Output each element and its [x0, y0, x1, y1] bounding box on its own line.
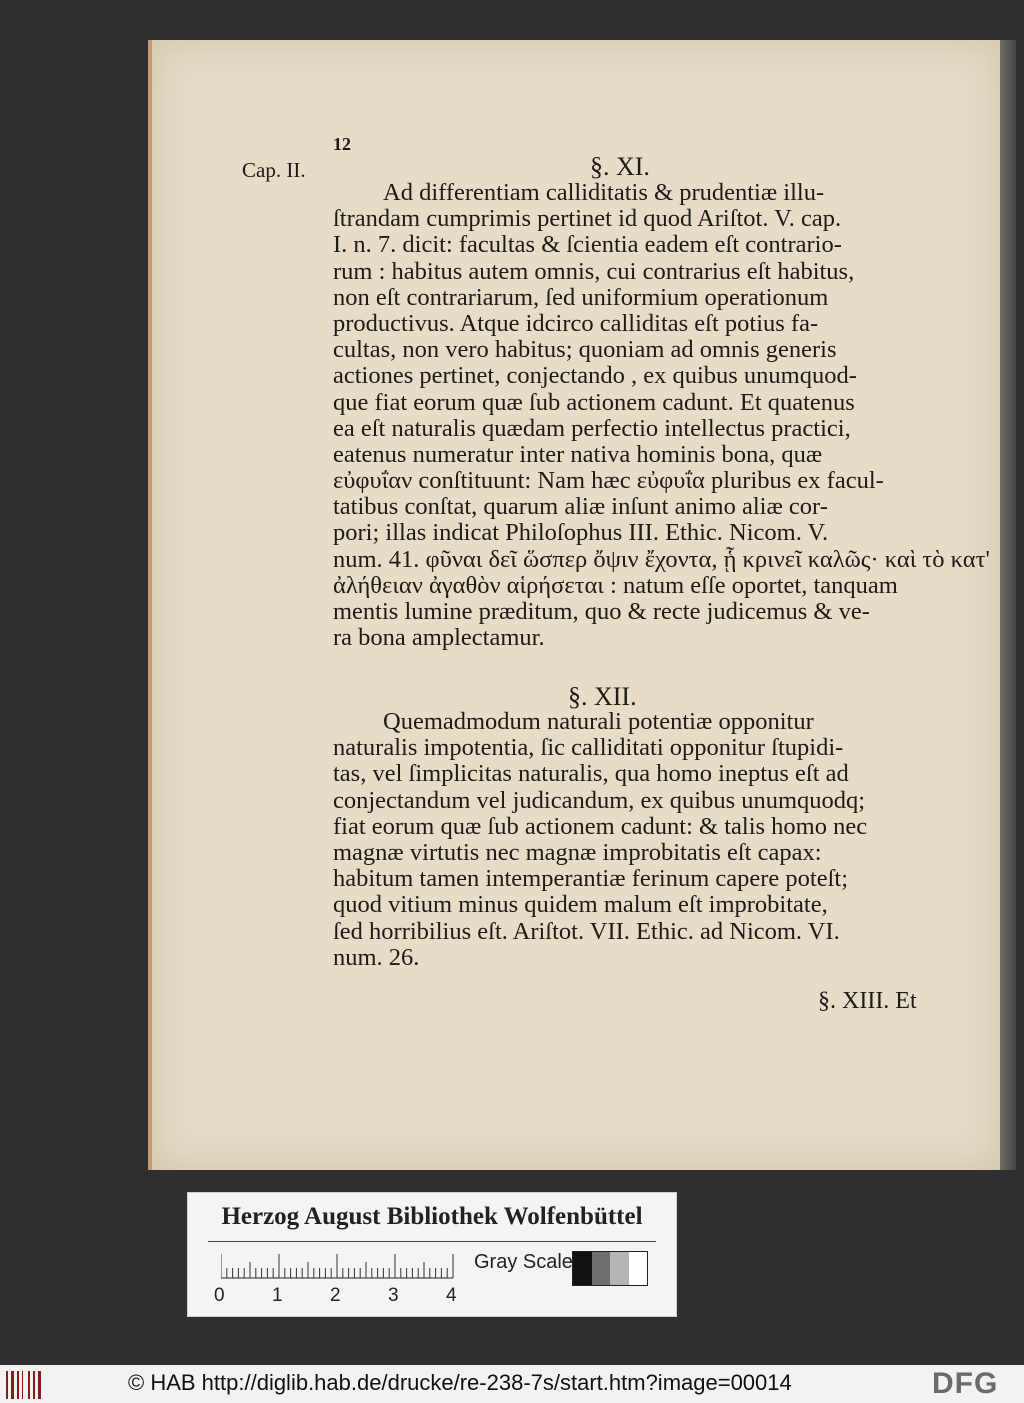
text-line: ἀλήθειαν ἀγαθὸν αἱρήσεται : natum eſſe oportet, tanquam: [333, 571, 898, 599]
text-line: I. n. 7. dicit: facultas & ſcientia eadem eſt contrario-: [333, 231, 842, 259]
grayscale-swatches: [572, 1251, 648, 1286]
text-line: productivus. Atque idcirco calliditas eſt potius fa-: [333, 309, 819, 337]
barcode-bar: [22, 1371, 23, 1399]
text-line: fiat eorum quæ ſub actionem cadunt: & talis homo nec: [333, 812, 868, 840]
ruler-label: 1: [272, 1285, 283, 1306]
barcode-bar: [6, 1371, 8, 1399]
card-divider: [208, 1241, 656, 1242]
gray-swatch: [629, 1252, 648, 1285]
library-calibration-card: [187, 1192, 677, 1317]
gray-swatch: [592, 1252, 611, 1285]
text-line: Ad differentiam calliditatis & prudentiæ illu-: [383, 179, 825, 206]
library-name: Herzog August Bibliothek Wolfenbüttel: [221, 1203, 643, 1230]
footer-credit-link[interactable]: © HAB http://diglib.hab.de/drucke/re-238-7s/start.htm?image=00014: [128, 1370, 792, 1395]
ruler-label: 3: [388, 1285, 399, 1306]
text-line: actiones pertinet, conjectando , ex quibus unumquod-: [333, 362, 857, 390]
text-line: num. 26.: [333, 943, 420, 971]
barcode-bar: [11, 1371, 14, 1399]
text-line: rum : habitus autem omnis, cui contrarius eſt habitus,: [333, 257, 855, 285]
barcode-bar: [17, 1371, 19, 1399]
text-line: εὐφυΐαν conſtituunt: Nam hæc εὐφυΐα pluribus ex facul-: [333, 467, 884, 495]
text-line: pori; illas indicat Philoſophus III. Ethic. Nicom. V.: [333, 519, 829, 547]
text-line: cultas, non vero habitus; quoniam ad omnis generis: [333, 336, 837, 364]
ruler-scale: [221, 1253, 461, 1279]
grayscale-label: Gray Scale: [474, 1251, 573, 1273]
section-xii-text: [333, 709, 867, 971]
section-xi-heading: §. XI.: [590, 152, 650, 181]
text-line: naturalis impotentia, ſic calliditati opponitur ſtupidi-: [333, 734, 844, 762]
catchword: §. XIII. Et: [818, 988, 917, 1014]
footer-bar: [0, 1365, 1024, 1403]
text-line: ſtrandam cumprimis pertinet id quod Ariſtot. V. cap.: [333, 205, 842, 233]
text-line: que fiat eorum quæ ſub actionem cadunt. Et quatenus: [333, 388, 855, 416]
barcode-bar: [28, 1371, 30, 1399]
text-line: Quemadmodum naturali potentiæ opponitur: [383, 708, 814, 735]
barcode-bar: [33, 1371, 35, 1399]
section-xi-text: [333, 180, 990, 651]
gray-swatch: [573, 1252, 592, 1285]
barcode-icon: [6, 1371, 50, 1399]
text-line: ra bona amplectamur.: [333, 624, 545, 652]
text-line: mentis lumine præditum, quo & recte judicemus & ve-: [333, 598, 870, 625]
ruler-label: 4: [446, 1285, 457, 1306]
section-xii-heading: §. XII.: [568, 682, 637, 711]
text-line: eatenus numeratur inter nativa hominis bona, quæ: [333, 440, 823, 468]
barcode-bar: [38, 1371, 41, 1399]
gray-swatch: [610, 1252, 629, 1285]
text-line: non eſt contrariarum, ſed uniformium operationum: [333, 283, 829, 311]
ruler-label: 2: [330, 1285, 341, 1306]
text-line: tatibus conſtat, quarum aliæ inſunt animo aliæ cor-: [333, 493, 828, 521]
page-number: 12: [333, 134, 351, 154]
chapter-marker: Cap. II.: [242, 158, 306, 182]
text-line: habitum tamen intemperantiæ ferinum capere poteſt;: [333, 865, 849, 893]
text-line: ea eſt naturalis quædam perfectio intellectus practici,: [333, 414, 851, 442]
text-line: tas, vel ſimplicitas naturalis, qua homo ineptus eſt ad: [333, 760, 849, 788]
text-line: magnæ virtutis nec magnæ improbitatis eſt capax:: [333, 838, 822, 866]
text-line: quod vitium minus quidem malum eſt improbitate,: [333, 891, 828, 919]
ruler-label: 0: [214, 1285, 225, 1306]
text-line: conjectandum vel judicandum, ex quibus unumquodq;: [333, 786, 866, 814]
text-line: ſed horribilius eſt. Ariſtot. VII. Ethic. ad Nicom. VI.: [333, 917, 840, 945]
text-line: num. 41. φῦναι δεῖ ὥσπερ ὄψιν ἔχοντα, ᾗ κρινεῖ καλῶς· καὶ τὸ κατ': [333, 545, 990, 573]
dfg-logo: DFG: [932, 1367, 999, 1400]
